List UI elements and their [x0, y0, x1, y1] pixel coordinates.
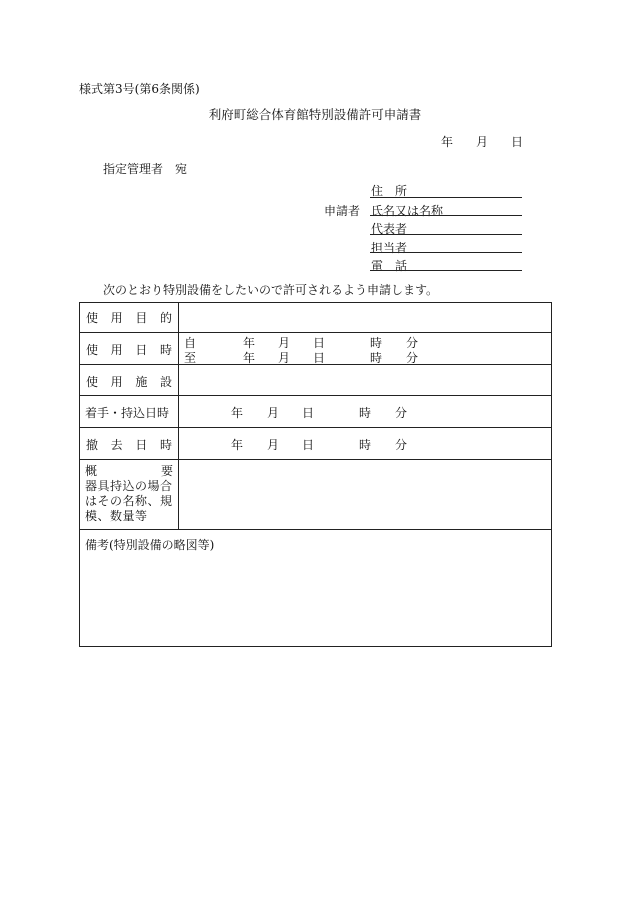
date-month-label: 月 — [476, 135, 489, 149]
to-label: 至 — [184, 351, 197, 365]
start-field[interactable]: 年 月 日 時 分 — [179, 396, 552, 428]
removal-label: 撤 去 日 時 — [80, 428, 179, 460]
row-remarks — [80, 530, 552, 647]
form-number: 様式第3号(第6条関係) — [79, 82, 200, 96]
summary-label: 概 要 器具持込の場合はその名称、規模、数量等 — [80, 460, 179, 530]
facility-label: 使 用 施 設 — [80, 365, 179, 396]
intro-text: 次のとおり特別設備をしたいので許可されるよう申請します。 — [103, 283, 439, 297]
summary-field[interactable] — [179, 460, 552, 530]
purpose-field[interactable] — [179, 303, 552, 333]
row-summary — [80, 460, 552, 530]
datetime-field[interactable]: 自 年 月 日 時 分 至 年 月 日 時 分 — [179, 333, 552, 365]
datetime-label: 使 用 日 時 — [80, 333, 179, 365]
row-purpose — [80, 303, 552, 333]
applicant-contact-person-label: 担当者 — [371, 241, 408, 255]
applicant-contact-person-line[interactable] — [370, 252, 522, 253]
applicant-name-label: 氏名又は名称 — [371, 204, 444, 218]
applicant-phone-line[interactable] — [370, 270, 522, 271]
removal-field[interactable]: 年 月 日 時 分 — [179, 428, 552, 460]
applicant-address-label: 住 所 — [371, 184, 408, 198]
date-day-label: 日 — [511, 135, 524, 149]
row-datetime — [80, 333, 552, 365]
applicant-label: 申請者 — [324, 204, 361, 218]
from-label: 自 — [184, 336, 197, 350]
applicant-phone-label: 電 話 — [371, 259, 408, 273]
form-title: 利府町総合体育館特別設備許可申請書 — [208, 107, 422, 122]
applicant-representative-line[interactable] — [370, 234, 522, 235]
applicant-name-line[interactable] — [370, 215, 522, 216]
row-removal — [80, 428, 552, 460]
applicant-representative-label: 代表者 — [371, 222, 408, 236]
start-label: 着手・持込日時 — [80, 396, 179, 428]
facility-field[interactable] — [179, 365, 552, 396]
addressee: 指定管理者 宛 — [103, 162, 188, 176]
date-year-label: 年 — [441, 135, 454, 149]
application-table — [79, 302, 552, 647]
remarks-label: 備考(特別設備の略図等) — [85, 538, 215, 552]
row-start — [80, 396, 552, 428]
applicant-address-line[interactable] — [370, 197, 522, 198]
purpose-label: 使 用 目 的 — [80, 303, 179, 333]
remarks-field[interactable] — [80, 530, 552, 647]
row-facility — [80, 365, 552, 396]
